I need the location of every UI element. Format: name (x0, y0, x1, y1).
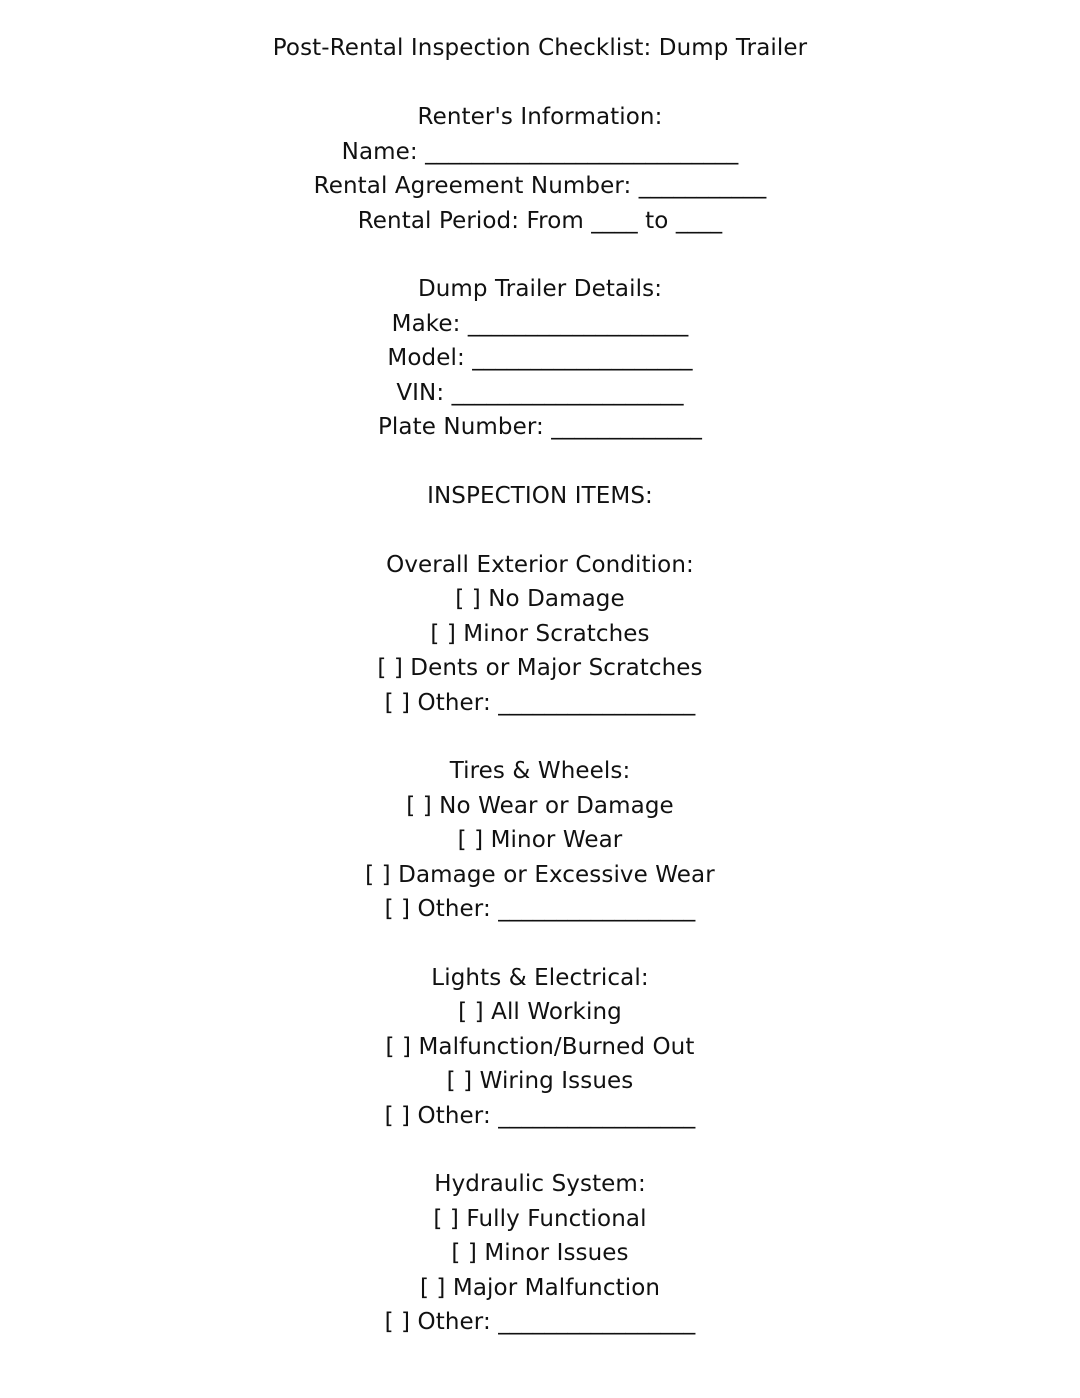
document-title: Post-Rental Inspection Checklist: Dump Trailer (272, 35, 808, 61)
exterior-other-field: [ ] Other: _________________ (384, 690, 696, 716)
exterior-option: [ ] Minor Scratches (430, 621, 650, 647)
renter-name-field: Name: ___________________________ (341, 139, 739, 165)
hydraulic-heading: Hydraulic System: (434, 1171, 646, 1197)
lights-option: [ ] All Working (458, 999, 622, 1025)
trailer-details-heading: Dump Trailer Details: (417, 276, 663, 302)
tires-heading: Tires & Wheels: (449, 758, 631, 784)
lights-other-field: [ ] Other: _________________ (384, 1103, 696, 1129)
rental-agreement-number-field: Rental Agreement Number: ___________ (313, 173, 767, 199)
tires-option: [ ] Minor Wear (457, 827, 623, 853)
hydraulic-other-field: [ ] Other: _________________ (384, 1309, 696, 1335)
tires-option: [ ] No Wear or Damage (406, 793, 674, 819)
renter-info-heading: Renter's Information: (417, 104, 663, 130)
lights-option: [ ] Malfunction/Burned Out (385, 1034, 695, 1060)
hydraulic-option: [ ] Minor Issues (451, 1240, 629, 1266)
rental-period-field: Rental Period: From ____ to ____ (357, 208, 723, 234)
tires-option: [ ] Damage or Excessive Wear (365, 862, 715, 888)
exterior-option: [ ] Dents or Major Scratches (377, 655, 703, 681)
lights-option: [ ] Wiring Issues (446, 1068, 634, 1094)
hydraulic-option: [ ] Major Malfunction (419, 1275, 661, 1301)
exterior-option: [ ] No Damage (455, 586, 625, 612)
lights-heading: Lights & Electrical: (431, 965, 649, 991)
trailer-plate-field: Plate Number: _____________ (377, 414, 703, 440)
trailer-model-field: Model: ___________________ (387, 345, 693, 371)
tires-other-field: [ ] Other: _________________ (384, 896, 696, 922)
exterior-heading: Overall Exterior Condition: (386, 552, 694, 578)
inspection-items-heading: INSPECTION ITEMS: (427, 483, 653, 509)
trailer-vin-field: VIN: ____________________ (396, 380, 684, 406)
hydraulic-option: [ ] Fully Functional (433, 1206, 647, 1232)
trailer-make-field: Make: ___________________ (391, 311, 689, 337)
